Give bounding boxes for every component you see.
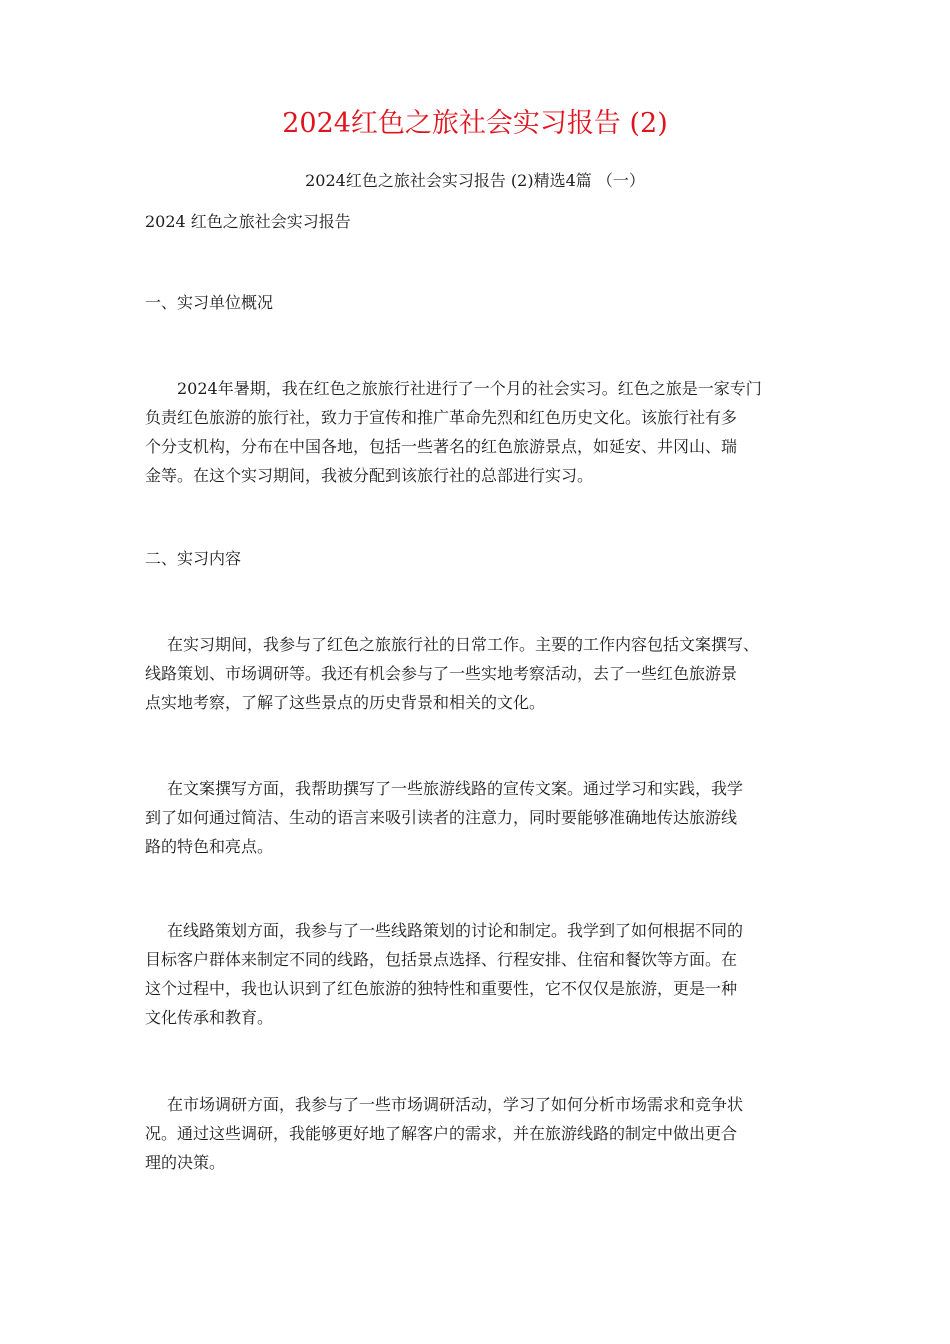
- paragraph-line: 线路策划、市场调研等。我还有机会参与了一些实地考察活动，去了一些红色旅游景: [145, 664, 738, 683]
- paragraph-line: 到了如何通过简洁、生动的语言来吸引读者的注意力，同时要能够准确地传达旅游线: [145, 808, 738, 827]
- paragraph-line: 在实习期间，我参与了红色之旅旅行社的日常工作。主要的工作内容包括文案撰写、: [167, 635, 760, 654]
- paragraph-line: 在文案撰写方面，我帮助撰写了一些旅游线路的宣传文案。通过学习和实践，我学: [167, 779, 744, 798]
- paragraph-3: [145, 774, 805, 861]
- paragraph-2: [145, 630, 805, 717]
- paragraph-line: 在线路策划方面，我参与了一些线路策划的讨论和制定。我学到了如何根据不同的: [167, 921, 744, 940]
- paragraph-line: 文化传承和教育。: [145, 1008, 274, 1027]
- paragraph-line: 2024年暑期，我在红色之旅旅行社进行了一个月的社会实习。红色之旅是一家专门: [177, 379, 762, 398]
- paragraph-4: [145, 916, 805, 1032]
- doc-heading: 2024 红色之旅社会实习报告: [145, 212, 351, 231]
- paragraph-line: 金等。在这个实习期间，我被分配到该旅行社的总部进行实习。: [145, 466, 594, 485]
- paragraph-5: [145, 1090, 805, 1177]
- paragraph-line: 这个过程中，我也认识到了红色旅游的独特性和重要性，它不仅仅是旅游，更是一种: [145, 979, 738, 998]
- paragraph-line: 负责红色旅游的旅行社，致力于宣传和推广革命先烈和红色历史文化。该旅行社有多: [145, 408, 738, 427]
- section-heading-1: 一、实习单位概况: [145, 293, 274, 312]
- paragraph-1: [145, 374, 805, 490]
- document-subtitle: 2024红色之旅社会实习报告 (2)精选4篇 （一）: [305, 171, 645, 190]
- section-heading-2: 二、实习内容: [145, 549, 242, 568]
- paragraph-line: 况。通过这些调研，我能够更好地了解客户的需求，并在旅游线路的制定中做出更合: [145, 1124, 738, 1143]
- paragraph-line: 路的特色和亮点。: [145, 837, 274, 856]
- paragraph-line: 点实地考察，了解了这些景点的历史背景和相关的文化。: [145, 693, 546, 712]
- document-title: 2024红色之旅社会实习报告 (2): [282, 108, 668, 139]
- paragraph-line: 在市场调研方面，我参与了一些市场调研活动，学习了如何分析市场需求和竞争状: [167, 1095, 744, 1114]
- paragraph-line: 理的决策。: [145, 1153, 226, 1172]
- paragraph-line: 目标客户群体来制定不同的线路，包括景点选择、行程安排、住宿和餐饮等方面。在: [145, 950, 738, 969]
- paragraph-line: 个分支机构，分布在中国各地，包括一些著名的红色旅游景点，如延安、井冈山、瑞: [145, 437, 738, 456]
